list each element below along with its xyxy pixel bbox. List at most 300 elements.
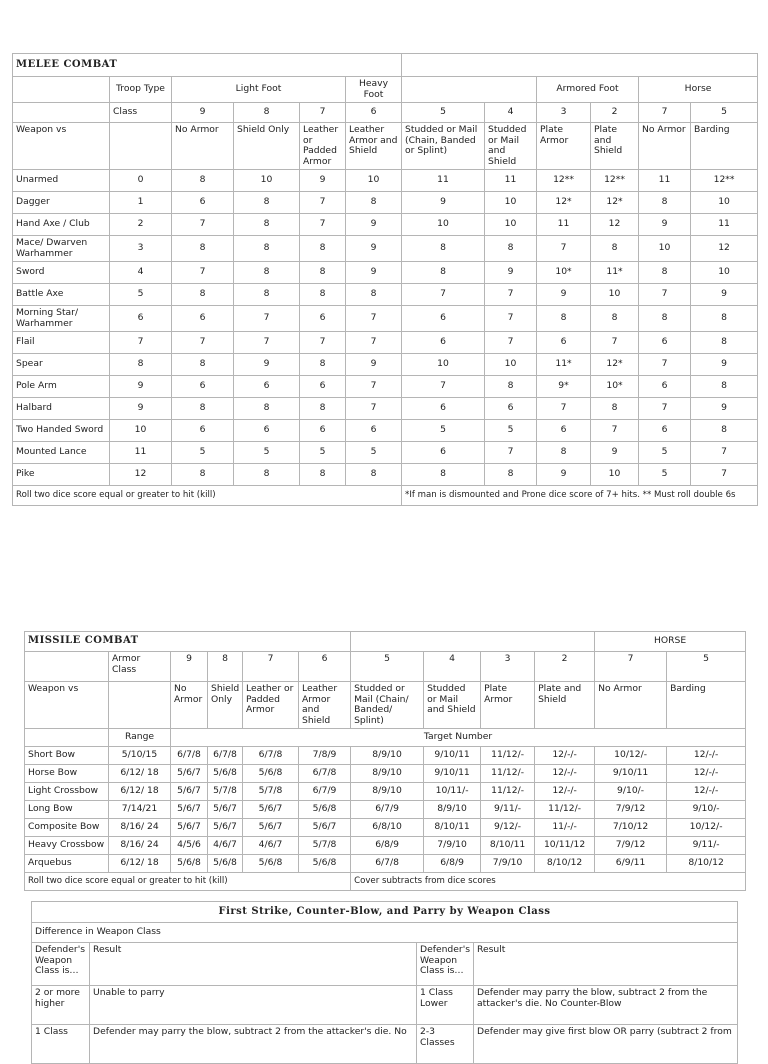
armor-header: Studded or Mail and Shield [424, 682, 481, 729]
to-hit-value: 8 [234, 262, 300, 284]
table-row [25, 783, 746, 801]
armor-header: Barding [691, 123, 758, 170]
table-row [13, 284, 758, 306]
weapon-name: Mounted Lance [13, 442, 110, 464]
to-hit-value: 7 [485, 332, 537, 354]
armor-header: No Armor [171, 682, 208, 729]
to-hit-value: 10 [485, 214, 537, 236]
table-row [13, 398, 758, 420]
to-hit-value: 10 [402, 214, 485, 236]
table-row [25, 747, 746, 765]
table-row [32, 986, 738, 1025]
to-hit-value: 6 [402, 332, 485, 354]
to-hit-value: 8 [234, 398, 300, 420]
to-hit-value: 11* [537, 354, 591, 376]
target-number-value: 11/12/- [481, 765, 535, 783]
target-number-value: 5/6/8 [208, 855, 243, 873]
target-number-value: 8/10/11 [424, 819, 481, 837]
target-number-value: 5/6/8 [243, 855, 299, 873]
target-number-value: 6/7/8 [351, 855, 424, 873]
class-value: 5 [691, 103, 758, 123]
to-hit-value: 7 [591, 420, 639, 442]
to-hit-value: 7 [485, 442, 537, 464]
to-hit-value: 7 [485, 284, 537, 306]
target-number-value: 10/11/- [424, 783, 481, 801]
to-hit-value: 6 [639, 376, 691, 398]
to-hit-value: 10 [691, 192, 758, 214]
armor-header: Plate Armor [537, 123, 591, 170]
target-number-value: 8/9/10 [351, 747, 424, 765]
defender-class-label: Defender's Weapon Class is… [417, 943, 474, 986]
to-hit-value: 9 [346, 354, 402, 376]
horse-header: HORSE [595, 632, 746, 652]
class-difference: 1 Class Lower [417, 986, 474, 1025]
weapon-name: Mace/ Dwarven Warhammer [13, 236, 110, 262]
to-hit-value: 5 [172, 442, 234, 464]
to-hit-value: 9 [691, 284, 758, 306]
target-number-value: 10/12/- [667, 819, 746, 837]
to-hit-value: 8 [537, 306, 591, 332]
weapon-name: Flail [13, 332, 110, 354]
to-hit-value: 8 [234, 236, 300, 262]
to-hit-value: 11* [591, 262, 639, 284]
to-hit-value: 9 [346, 236, 402, 262]
to-hit-value: 5 [234, 442, 300, 464]
to-hit-value: 10 [485, 354, 537, 376]
result-text: Defender may parry the blow, subtract 2 from the attacker's die. No [90, 1025, 417, 1064]
to-hit-value: 8 [346, 192, 402, 214]
target-number-value: 7/9/10 [424, 837, 481, 855]
to-hit-value: 6 [172, 306, 234, 332]
to-hit-value: 8 [402, 262, 485, 284]
to-hit-value: 6 [300, 420, 346, 442]
target-number-value: 7/9/10 [481, 855, 535, 873]
table-row [13, 262, 758, 284]
to-hit-value: 6 [172, 420, 234, 442]
melee-title: MELEE COMBAT [13, 54, 402, 77]
weapon-class: 9 [110, 376, 172, 398]
to-hit-value: 10* [537, 262, 591, 284]
weapon-class: 5 [110, 284, 172, 306]
to-hit-value: 9 [639, 214, 691, 236]
weapon-class: 12 [110, 464, 172, 486]
to-hit-value: 7 [591, 332, 639, 354]
to-hit-value: 7 [300, 332, 346, 354]
class-value: 5 [351, 652, 424, 682]
to-hit-value: 7 [172, 214, 234, 236]
armor-header: Studded or Mail (Chain/ Banded/ Splint) [351, 682, 424, 729]
class-value: 7 [243, 652, 299, 682]
to-hit-value: 10 [691, 262, 758, 284]
to-hit-value: 12** [537, 170, 591, 192]
weapon-name: Battle Axe [13, 284, 110, 306]
range-label: Range [109, 729, 171, 747]
weapon-name: Light Crossbow [25, 783, 109, 801]
to-hit-value: 10 [591, 464, 639, 486]
light-foot-header: Light Foot [172, 77, 346, 103]
weapon-range: 5/10/15 [109, 747, 171, 765]
target-number-value: 8/9/10 [351, 783, 424, 801]
to-hit-value: 9 [234, 354, 300, 376]
to-hit-value: 8 [172, 284, 234, 306]
to-hit-value: 12** [691, 170, 758, 192]
weapon-name: Spear [13, 354, 110, 376]
table-row [13, 442, 758, 464]
to-hit-value: 10 [402, 354, 485, 376]
armor-header: Leather or Padded Armor [300, 123, 346, 170]
target-number-value: 11/12/- [481, 747, 535, 765]
to-hit-value: 8 [172, 398, 234, 420]
target-number-value: 11/12/- [535, 801, 595, 819]
target-number-value: 7/9/12 [595, 837, 667, 855]
to-hit-value: 8 [234, 284, 300, 306]
target-number-value: 6/7/8 [208, 747, 243, 765]
weapon-vs-label: Weapon vs [25, 682, 109, 729]
target-number-value: 9/10/11 [424, 747, 481, 765]
target-number-value: 5/6/8 [171, 855, 208, 873]
armor-header: Leather Armor and Shield [299, 682, 351, 729]
to-hit-value: 8 [300, 236, 346, 262]
target-number-value: 9/12/- [481, 819, 535, 837]
result-label: Result [474, 943, 738, 986]
armored-foot-header: Armored Foot [537, 77, 639, 103]
to-hit-value: 5 [639, 464, 691, 486]
target-number-value: 9/11/- [481, 801, 535, 819]
table-row [13, 464, 758, 486]
class-value: 6 [299, 652, 351, 682]
troop-type-label: Troop Type [110, 77, 172, 103]
to-hit-value: 8 [172, 464, 234, 486]
to-hit-value: 8 [300, 398, 346, 420]
armor-header: Plate and Shield [591, 123, 639, 170]
weapon-class: 9 [110, 398, 172, 420]
to-hit-value: 7 [172, 262, 234, 284]
to-hit-value: 12** [591, 170, 639, 192]
to-hit-value: 5 [300, 442, 346, 464]
to-hit-value: 7 [639, 398, 691, 420]
target-number-value: 5/6/7 [243, 819, 299, 837]
to-hit-value: 6 [234, 420, 300, 442]
class-value: 9 [171, 652, 208, 682]
armor-header: No Armor [595, 682, 667, 729]
armor-class-label: Armor Class [109, 652, 171, 682]
weapon-class: 11 [110, 442, 172, 464]
armor-header: Shield Only [234, 123, 300, 170]
to-hit-value: 6 [639, 420, 691, 442]
to-hit-value: 11 [402, 170, 485, 192]
target-number-value: 12/-/- [667, 783, 746, 801]
target-number-value: 12/-/- [535, 747, 595, 765]
armor-header: Barding [667, 682, 746, 729]
to-hit-value: 10 [485, 192, 537, 214]
target-number-value: 5/6/7 [299, 819, 351, 837]
weapon-class: 2 [110, 214, 172, 236]
weapon-class: 0 [110, 170, 172, 192]
class-value: 3 [481, 652, 535, 682]
weapon-name: Pike [13, 464, 110, 486]
target-number-value: 5/6/7 [171, 801, 208, 819]
strike-subtitle: Difference in Weapon Class [32, 923, 738, 943]
to-hit-value: 8 [591, 236, 639, 262]
armor-header: Plate and Shield [535, 682, 595, 729]
target-number-value: 5/6/7 [171, 783, 208, 801]
table-row [13, 376, 758, 398]
to-hit-value: 8 [591, 398, 639, 420]
weapon-vs-label: Weapon vs [13, 123, 110, 170]
target-number-value: 5/6/7 [243, 801, 299, 819]
table-row [13, 306, 758, 332]
missile-combat-table [24, 631, 746, 891]
class-value: 2 [591, 103, 639, 123]
table-row [13, 170, 758, 192]
to-hit-value: 7 [691, 442, 758, 464]
class-value: 5 [667, 652, 746, 682]
to-hit-value: 8 [691, 376, 758, 398]
weapon-range: 6/12/ 18 [109, 765, 171, 783]
to-hit-value: 8 [485, 464, 537, 486]
target-number-value: 8/10/12 [667, 855, 746, 873]
class-difference: 2 or more higher [32, 986, 90, 1025]
weapon-name: Short Bow [25, 747, 109, 765]
armor-header: No Armor [639, 123, 691, 170]
to-hit-value: 7 [537, 236, 591, 262]
to-hit-value: 7 [639, 284, 691, 306]
target-number-value: 6/7/9 [351, 801, 424, 819]
to-hit-value: 6 [537, 332, 591, 354]
to-hit-value: 7 [639, 354, 691, 376]
target-number-value: 7/9/12 [595, 801, 667, 819]
target-number-value: 6/7/8 [171, 747, 208, 765]
weapon-class: 7 [110, 332, 172, 354]
class-value: 5 [402, 103, 485, 123]
target-number-value: 9/10/- [595, 783, 667, 801]
table-row [25, 837, 746, 855]
to-hit-value: 12* [591, 354, 639, 376]
table-row [13, 332, 758, 354]
class-value: 8 [208, 652, 243, 682]
class-value: 9 [172, 103, 234, 123]
target-number-value: 4/6/7 [208, 837, 243, 855]
target-number-value: 5/7/8 [243, 783, 299, 801]
to-hit-value: 7 [346, 376, 402, 398]
armor-header: Shield Only [208, 682, 243, 729]
to-hit-value: 7 [346, 398, 402, 420]
weapon-class: 4 [110, 262, 172, 284]
to-hit-value: 12* [537, 192, 591, 214]
to-hit-value: 7 [402, 376, 485, 398]
table-row [13, 236, 758, 262]
class-value: 4 [424, 652, 481, 682]
target-number-value: 11/12/- [481, 783, 535, 801]
table-row [32, 1025, 738, 1064]
table-row [13, 354, 758, 376]
to-hit-value: 8 [234, 214, 300, 236]
weapon-name: Arquebus [25, 855, 109, 873]
target-number-value: 7/10/12 [595, 819, 667, 837]
armor-header: Studded or Mail and Shield [485, 123, 537, 170]
class-difference: 1 Class [32, 1025, 90, 1064]
to-hit-value: 8 [346, 284, 402, 306]
to-hit-value: 8 [591, 306, 639, 332]
target-number-value: 9/10/11 [424, 765, 481, 783]
target-number-value: 5/6/7 [171, 765, 208, 783]
target-number-value: 5/7/8 [208, 783, 243, 801]
class-value: 7 [639, 103, 691, 123]
to-hit-value: 8 [172, 354, 234, 376]
to-hit-value: 7 [172, 332, 234, 354]
to-hit-value: 11 [485, 170, 537, 192]
to-hit-value: 6 [172, 376, 234, 398]
target-number-value: 9/11/- [667, 837, 746, 855]
to-hit-value: 12 [691, 236, 758, 262]
to-hit-value: 10 [591, 284, 639, 306]
to-hit-value: 8 [485, 236, 537, 262]
to-hit-value: 7 [691, 464, 758, 486]
table-row [25, 855, 746, 873]
to-hit-value: 11 [639, 170, 691, 192]
class-value: 4 [485, 103, 537, 123]
to-hit-value: 8 [485, 376, 537, 398]
to-hit-value: 8 [691, 332, 758, 354]
target-number-value: 12/-/- [667, 747, 746, 765]
target-number-value: 12/-/- [535, 783, 595, 801]
to-hit-value: 8 [639, 192, 691, 214]
weapon-name: Two Handed Sword [13, 420, 110, 442]
target-number-value: 6/7/8 [243, 747, 299, 765]
to-hit-value: 6 [402, 442, 485, 464]
to-hit-value: 8 [639, 306, 691, 332]
target-number-value: 5/6/8 [299, 855, 351, 873]
weapon-name: Long Bow [25, 801, 109, 819]
target-number-value: 10/12/- [595, 747, 667, 765]
class-difference: 2-3 Classes [417, 1025, 474, 1064]
to-hit-value: 5 [402, 420, 485, 442]
to-hit-value: 8 [537, 442, 591, 464]
to-hit-value: 6 [300, 376, 346, 398]
to-hit-value: 7 [234, 332, 300, 354]
target-number-value: 6/9/11 [595, 855, 667, 873]
weapon-name: Heavy Crossbow [25, 837, 109, 855]
target-number-value: 6/8/9 [351, 837, 424, 855]
class-value: 6 [346, 103, 402, 123]
target-number-value: 12/-/- [667, 765, 746, 783]
to-hit-value: 6 [300, 306, 346, 332]
target-number-value: 8/9/10 [424, 801, 481, 819]
weapon-class: 8 [110, 354, 172, 376]
result-text: Unable to parry [90, 986, 417, 1025]
missile-title: MISSILE COMBAT [25, 632, 351, 652]
target-number-value: 5/6/8 [208, 765, 243, 783]
armor-header: Studded or Mail (Chain, Banded or Splint) [402, 123, 485, 170]
defender-class-label: Defender's Weapon Class is… [32, 943, 90, 986]
target-number-value: 4/6/7 [243, 837, 299, 855]
to-hit-value: 7 [234, 306, 300, 332]
weapon-range: 8/16/ 24 [109, 837, 171, 855]
target-number-value: 5/6/8 [243, 765, 299, 783]
melee-footer-note: Roll two dice score equal or greater to hit (kill) [13, 486, 402, 506]
to-hit-value: 8 [300, 354, 346, 376]
to-hit-value: 8 [234, 192, 300, 214]
class-value: 8 [234, 103, 300, 123]
missile-footer-note: Roll two dice score equal or greater to hit (kill) [25, 873, 351, 891]
weapon-name: Composite Bow [25, 819, 109, 837]
to-hit-value: 6 [346, 420, 402, 442]
to-hit-value: 11 [691, 214, 758, 236]
armor-header: Leather Armor and Shield [346, 123, 402, 170]
class-value: 3 [537, 103, 591, 123]
target-number-value: 5/7/8 [299, 837, 351, 855]
to-hit-value: 8 [172, 170, 234, 192]
result-label: Result [90, 943, 417, 986]
target-number-value: 5/6/7 [208, 801, 243, 819]
to-hit-value: 6 [402, 398, 485, 420]
table-row [25, 765, 746, 783]
target-number-value: 10/11/12 [535, 837, 595, 855]
to-hit-value: 9 [485, 262, 537, 284]
to-hit-value: 5 [639, 442, 691, 464]
weapon-class: 3 [110, 236, 172, 262]
to-hit-value: 8 [691, 420, 758, 442]
result-text: Defender may give first blow OR parry (subtract 2 from [474, 1025, 738, 1064]
class-label: Class [110, 103, 172, 123]
to-hit-value: 8 [234, 464, 300, 486]
to-hit-value: 9 [691, 398, 758, 420]
to-hit-value: 6 [537, 420, 591, 442]
weapon-name: Hand Axe / Club [13, 214, 110, 236]
to-hit-value: 12* [591, 192, 639, 214]
to-hit-value: 8 [402, 464, 485, 486]
to-hit-value: 8 [300, 262, 346, 284]
to-hit-value: 10* [591, 376, 639, 398]
to-hit-value: 6 [234, 376, 300, 398]
class-value: 7 [595, 652, 667, 682]
table-row [13, 214, 758, 236]
weapon-name: Dagger [13, 192, 110, 214]
table-row [13, 420, 758, 442]
weapon-class: 1 [110, 192, 172, 214]
armor-header: Leather or Padded Armor [243, 682, 299, 729]
target-number-value: 9/10/- [667, 801, 746, 819]
to-hit-value: 12 [591, 214, 639, 236]
weapon-name: Sword [13, 262, 110, 284]
weapon-range: 6/12/ 18 [109, 855, 171, 873]
to-hit-value: 7 [346, 332, 402, 354]
to-hit-value: 9* [537, 376, 591, 398]
target-number-value: 5/6/8 [299, 801, 351, 819]
to-hit-value: 8 [172, 236, 234, 262]
to-hit-value: 8 [639, 262, 691, 284]
table-row [13, 192, 758, 214]
first-strike-table [31, 901, 738, 1064]
table-row [25, 801, 746, 819]
to-hit-value: 6 [402, 306, 485, 332]
to-hit-value: 8 [402, 236, 485, 262]
to-hit-value: 7 [346, 306, 402, 332]
to-hit-value: 7 [485, 306, 537, 332]
weapon-name: Halbard [13, 398, 110, 420]
to-hit-value: 10 [346, 170, 402, 192]
weapon-name: Pole Arm [13, 376, 110, 398]
weapon-range: 7/14/21 [109, 801, 171, 819]
weapon-range: 8/16/ 24 [109, 819, 171, 837]
target-number-value: 8/9/10 [351, 765, 424, 783]
melee-combat-table [12, 53, 758, 506]
missile-footnote: Cover subtracts from dice scores [351, 873, 746, 891]
to-hit-value: 6 [639, 332, 691, 354]
to-hit-value: 9 [346, 262, 402, 284]
to-hit-value: 5 [346, 442, 402, 464]
weapon-name: Unarmed [13, 170, 110, 192]
